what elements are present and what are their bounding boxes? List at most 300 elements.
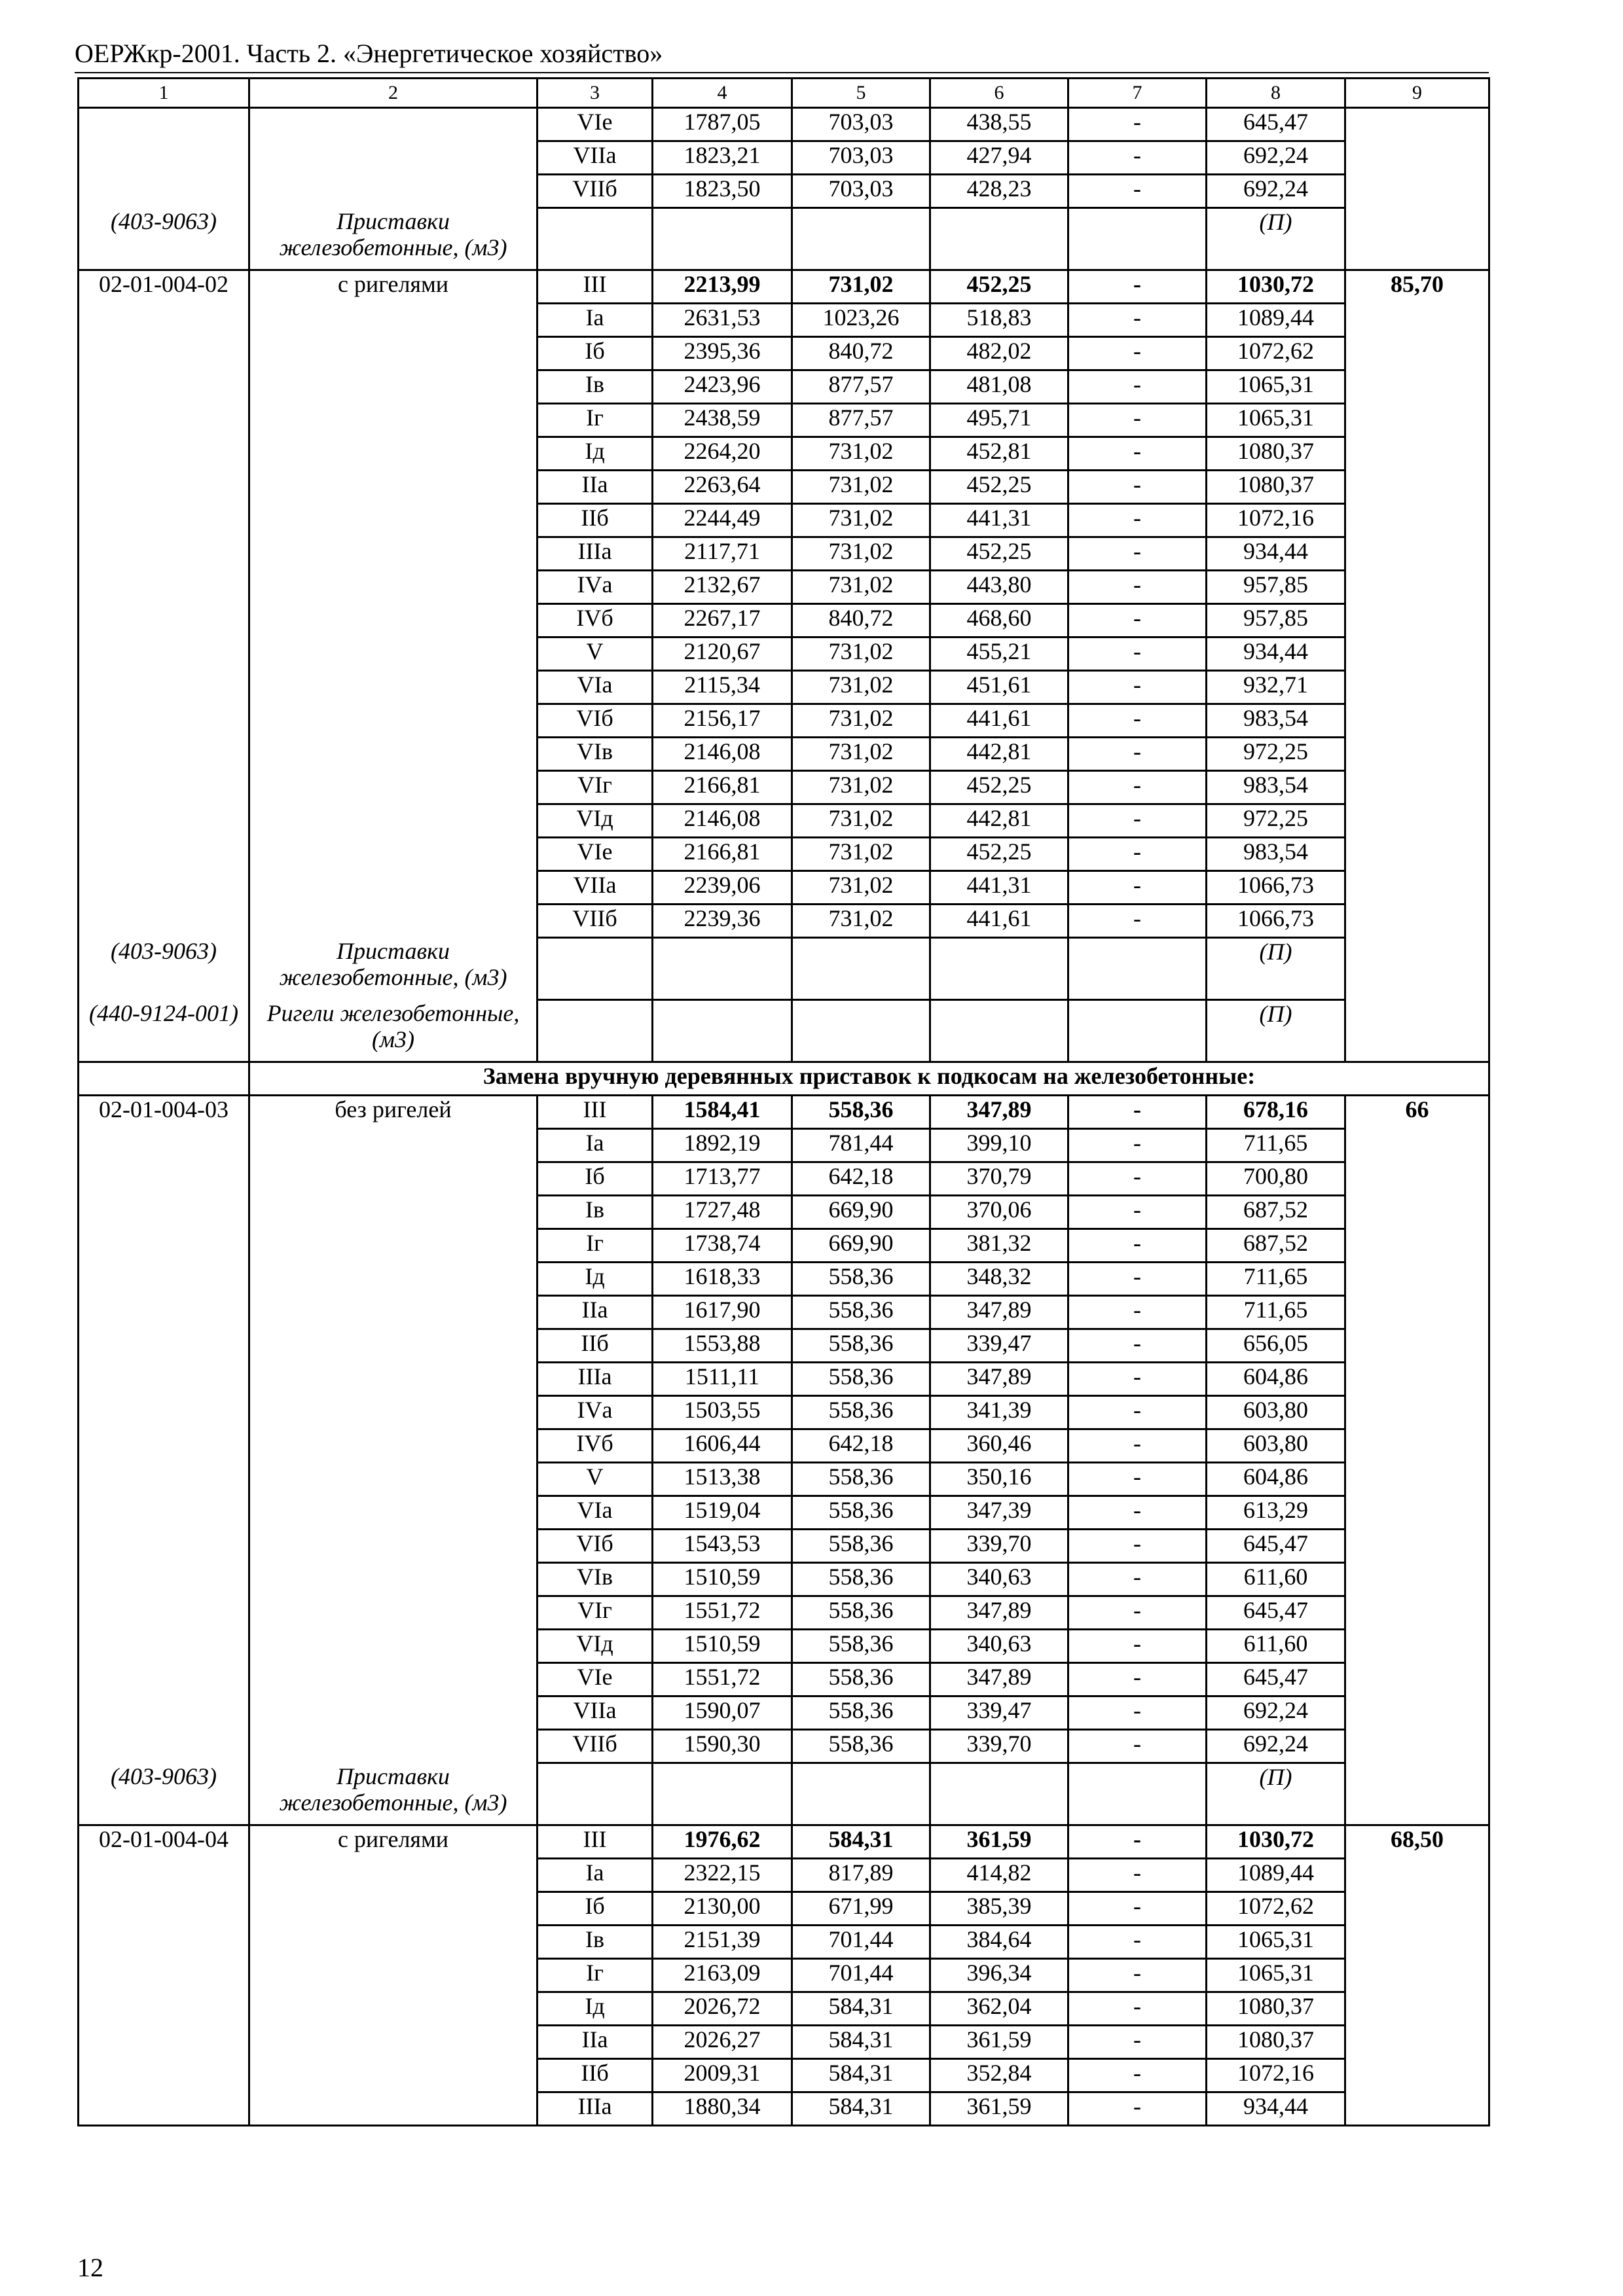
zone-cell: VIг	[538, 771, 653, 804]
total-cell	[1345, 1429, 1489, 1463]
value-6: 399,10	[930, 1129, 1068, 1162]
code-cell	[79, 671, 249, 704]
table-row	[79, 1263, 1489, 1296]
zone-cell: V	[538, 637, 653, 671]
note-row	[79, 208, 1489, 270]
value-6: 452,25	[930, 537, 1068, 571]
value-5: 558,36	[792, 1596, 930, 1630]
page-number: 12	[77, 2253, 103, 2282]
zone-cell: VIд	[538, 1630, 653, 1663]
note-empty-cell	[930, 208, 1068, 270]
total-cell	[1345, 905, 1489, 938]
description-cell	[249, 905, 538, 938]
zone-cell: IIа	[538, 471, 653, 504]
total-cell	[1345, 1992, 1489, 2026]
value-7: -	[1068, 1463, 1207, 1496]
value-6: 452,25	[930, 270, 1068, 304]
description-cell	[249, 1296, 538, 1329]
value-8: 711,65	[1207, 1263, 1345, 1296]
table-row	[79, 571, 1489, 604]
rates-table	[77, 77, 1490, 2126]
value-5: 731,02	[792, 704, 930, 738]
zone-cell: IVа	[538, 571, 653, 604]
value-7: -	[1068, 1096, 1207, 1129]
zone-cell: IIб	[538, 1329, 653, 1363]
code-cell	[79, 504, 249, 537]
table-row	[79, 2092, 1489, 2126]
value-8: 1080,37	[1207, 437, 1345, 471]
description-cell	[249, 1129, 538, 1162]
value-8: 692,24	[1207, 175, 1345, 208]
value-4: 1713,77	[653, 1162, 792, 1196]
value-7: -	[1068, 108, 1207, 141]
value-5: 669,90	[792, 1229, 930, 1263]
value-4: 1590,07	[653, 1696, 792, 1730]
column-header: 9	[1345, 79, 1489, 108]
value-8: 603,80	[1207, 1396, 1345, 1429]
value-5: 731,02	[792, 905, 930, 938]
table-row	[79, 1596, 1489, 1630]
code-cell	[79, 804, 249, 838]
total-cell	[1345, 704, 1489, 738]
code-cell	[79, 471, 249, 504]
code-cell	[79, 1463, 249, 1496]
table-row	[79, 437, 1489, 471]
code-cell	[79, 704, 249, 738]
value-5: 731,02	[792, 871, 930, 905]
value-8: 1065,31	[1207, 1926, 1345, 1959]
table-row	[79, 804, 1489, 838]
value-4: 1727,48	[653, 1196, 792, 1229]
value-5: 558,36	[792, 1463, 930, 1496]
value-7: -	[1068, 771, 1207, 804]
value-8: 711,65	[1207, 1129, 1345, 1162]
value-7: -	[1068, 1959, 1207, 1992]
table-row	[79, 1196, 1489, 1229]
value-5: 669,90	[792, 1196, 930, 1229]
value-5: 840,72	[792, 337, 930, 370]
value-4: 1787,05	[653, 108, 792, 141]
value-4: 1511,11	[653, 1363, 792, 1396]
table-row	[79, 504, 1489, 537]
value-6: 347,89	[930, 1096, 1068, 1129]
value-8: 1072,62	[1207, 1892, 1345, 1926]
value-5: 731,02	[792, 637, 930, 671]
table-row	[79, 637, 1489, 671]
value-6: 427,94	[930, 141, 1068, 175]
note-empty-cell	[930, 1000, 1068, 1062]
total-cell	[1345, 208, 1489, 270]
value-7: -	[1068, 804, 1207, 838]
value-4: 1617,90	[653, 1296, 792, 1329]
table-row	[79, 337, 1489, 370]
value-6: 348,32	[930, 1263, 1068, 1296]
total-cell	[1345, 637, 1489, 671]
value-5: 642,18	[792, 1162, 930, 1196]
code-cell	[79, 604, 249, 637]
description-cell	[249, 1696, 538, 1730]
total-cell	[1345, 1296, 1489, 1329]
table-row	[79, 108, 1489, 141]
value-6: 441,31	[930, 871, 1068, 905]
value-7: -	[1068, 337, 1207, 370]
total-cell	[1345, 2059, 1489, 2092]
value-7: -	[1068, 1730, 1207, 1763]
value-4: 2213,99	[653, 270, 792, 304]
value-8: 645,47	[1207, 108, 1345, 141]
note-mark: (П)	[1207, 1763, 1345, 1825]
value-7: -	[1068, 637, 1207, 671]
value-6: 441,61	[930, 704, 1068, 738]
zone-cell: IIб	[538, 504, 653, 537]
value-4: 1606,44	[653, 1429, 792, 1463]
value-5: 558,36	[792, 1363, 930, 1396]
code-cell: 02-01-004-02	[79, 270, 249, 304]
value-4: 2146,08	[653, 804, 792, 838]
note-code: (403-9063)	[79, 208, 249, 270]
value-4: 1553,88	[653, 1329, 792, 1363]
code-cell	[79, 1696, 249, 1730]
zone-cell: VIе	[538, 1663, 653, 1696]
value-7: -	[1068, 1992, 1207, 2026]
value-5: 584,31	[792, 2026, 930, 2059]
description-cell	[249, 1959, 538, 1992]
value-4: 2438,59	[653, 404, 792, 437]
table-row	[79, 704, 1489, 738]
description-cell	[249, 1892, 538, 1926]
value-5: 731,02	[792, 537, 930, 571]
total-cell	[1345, 1263, 1489, 1296]
value-8: 934,44	[1207, 537, 1345, 571]
value-4: 1618,33	[653, 1263, 792, 1296]
value-8: 1089,44	[1207, 304, 1345, 337]
value-6: 339,47	[930, 1696, 1068, 1730]
value-6: 442,81	[930, 738, 1068, 771]
description-cell	[249, 1263, 538, 1296]
total-cell	[1345, 1162, 1489, 1196]
value-5: 584,31	[792, 1825, 930, 1859]
code-cell	[79, 2092, 249, 2126]
code-cell	[79, 337, 249, 370]
note-empty-cell	[538, 1000, 653, 1062]
value-8: 1080,37	[1207, 2026, 1345, 2059]
code-cell	[79, 304, 249, 337]
description-cell	[249, 571, 538, 604]
zone-cell: IIIа	[538, 2092, 653, 2126]
note-empty-cell	[1068, 1000, 1207, 1062]
total-cell	[1345, 471, 1489, 504]
note-empty-cell	[653, 1763, 792, 1825]
value-7: -	[1068, 1263, 1207, 1296]
code-cell	[79, 905, 249, 938]
description-cell	[249, 2026, 538, 2059]
total-cell	[1345, 1763, 1489, 1825]
value-6: 396,34	[930, 1959, 1068, 1992]
note-empty-cell	[930, 938, 1068, 1000]
description-cell	[249, 671, 538, 704]
value-8: 611,60	[1207, 1630, 1345, 1663]
zone-cell: VIе	[538, 108, 653, 141]
total-cell	[1345, 504, 1489, 537]
value-6: 468,60	[930, 604, 1068, 637]
value-5: 558,36	[792, 1296, 930, 1329]
value-5: 731,02	[792, 838, 930, 871]
code-cell	[79, 1596, 249, 1630]
table-body	[79, 79, 1489, 2126]
value-6: 361,59	[930, 1825, 1068, 1859]
value-4: 2117,71	[653, 537, 792, 571]
value-8: 692,24	[1207, 1730, 1345, 1763]
code-cell	[79, 108, 249, 141]
value-4: 2130,00	[653, 1892, 792, 1926]
value-6: 428,23	[930, 175, 1068, 208]
section-row	[79, 1062, 1489, 1096]
value-5: 817,89	[792, 1859, 930, 1892]
value-5: 877,57	[792, 370, 930, 404]
description-cell	[249, 437, 538, 471]
value-5: 558,36	[792, 1096, 930, 1129]
table-row	[79, 905, 1489, 938]
total-cell	[1345, 404, 1489, 437]
value-8: 611,60	[1207, 1563, 1345, 1596]
column-header: 3	[538, 79, 653, 108]
column-header: 4	[653, 79, 792, 108]
value-4: 1976,62	[653, 1825, 792, 1859]
total-cell	[1345, 1892, 1489, 1926]
value-7: -	[1068, 905, 1207, 938]
table-row	[79, 1396, 1489, 1429]
value-4: 1880,34	[653, 2092, 792, 2126]
code-cell	[79, 1730, 249, 1763]
value-5: 731,02	[792, 771, 930, 804]
code-cell	[79, 1630, 249, 1663]
total-cell	[1345, 108, 1489, 141]
code-cell	[79, 637, 249, 671]
value-6: 339,70	[930, 1530, 1068, 1563]
value-7: -	[1068, 141, 1207, 175]
value-8: 1080,37	[1207, 1992, 1345, 2026]
value-6: 361,59	[930, 2026, 1068, 2059]
value-6: 360,46	[930, 1429, 1068, 1463]
table-row	[79, 1563, 1489, 1596]
description-cell	[249, 738, 538, 771]
note-empty-cell	[1068, 938, 1207, 1000]
value-4: 2151,39	[653, 1926, 792, 1959]
value-8: 604,86	[1207, 1463, 1345, 1496]
value-8: 934,44	[1207, 2092, 1345, 2126]
description-cell	[249, 838, 538, 871]
note-text: Приставки железобетонные, (м3)	[249, 1763, 538, 1825]
zone-cell: III	[538, 1825, 653, 1859]
total-cell	[1345, 304, 1489, 337]
zone-cell: Iв	[538, 1926, 653, 1959]
code-cell	[79, 1530, 249, 1563]
code-cell	[79, 1992, 249, 2026]
column-header: 5	[792, 79, 930, 108]
description-cell	[249, 771, 538, 804]
value-8: 1065,31	[1207, 370, 1345, 404]
code-cell	[79, 1859, 249, 1892]
zone-cell: Iг	[538, 404, 653, 437]
value-8: 1089,44	[1207, 1859, 1345, 1892]
value-6: 452,81	[930, 437, 1068, 471]
value-8: 1066,73	[1207, 871, 1345, 905]
value-7: -	[1068, 1162, 1207, 1196]
description-cell	[249, 370, 538, 404]
table-row	[79, 1696, 1489, 1730]
total-cell	[1345, 771, 1489, 804]
total-cell	[1345, 1630, 1489, 1663]
value-4: 2026,27	[653, 2026, 792, 2059]
total-cell	[1345, 1196, 1489, 1229]
total-cell: 66	[1345, 1096, 1489, 1129]
value-5: 558,36	[792, 1563, 930, 1596]
value-4: 2166,81	[653, 838, 792, 871]
value-6: 441,31	[930, 504, 1068, 537]
total-cell	[1345, 175, 1489, 208]
table-row	[79, 175, 1489, 208]
value-8: 957,85	[1207, 604, 1345, 637]
total-cell	[1345, 2092, 1489, 2126]
description-cell	[249, 1196, 538, 1229]
note-empty-cell	[538, 938, 653, 1000]
total-cell	[1345, 1730, 1489, 1763]
value-4: 2239,36	[653, 905, 792, 938]
note-text: Приставки железобетонные, (м3)	[249, 938, 538, 1000]
value-5: 584,31	[792, 1992, 930, 2026]
total-cell	[1345, 141, 1489, 175]
description-cell	[249, 1992, 538, 2026]
total-cell	[1345, 370, 1489, 404]
zone-cell: III	[538, 1096, 653, 1129]
code-cell	[79, 1663, 249, 1696]
value-8: 645,47	[1207, 1530, 1345, 1563]
code-cell	[79, 1563, 249, 1596]
description-cell	[249, 1859, 538, 1892]
value-5: 642,18	[792, 1429, 930, 1463]
value-4: 2156,17	[653, 704, 792, 738]
value-4: 1513,38	[653, 1463, 792, 1496]
zone-cell: VIв	[538, 1563, 653, 1596]
value-5: 731,02	[792, 738, 930, 771]
value-8: 645,47	[1207, 1663, 1345, 1696]
description-cell	[249, 304, 538, 337]
zone-cell: IIа	[538, 2026, 653, 2059]
column-header: 8	[1207, 79, 1345, 108]
value-8: 972,25	[1207, 738, 1345, 771]
value-7: -	[1068, 1926, 1207, 1959]
value-6: 481,08	[930, 370, 1068, 404]
table-row	[79, 1363, 1489, 1396]
total-cell	[1345, 1563, 1489, 1596]
total-cell	[1345, 437, 1489, 471]
value-4: 2263,64	[653, 471, 792, 504]
value-6: 452,25	[930, 838, 1068, 871]
description-cell	[249, 1926, 538, 1959]
description-cell	[249, 804, 538, 838]
code-cell	[79, 1296, 249, 1329]
value-8: 603,80	[1207, 1429, 1345, 1463]
value-4: 2423,96	[653, 370, 792, 404]
value-8: 957,85	[1207, 571, 1345, 604]
zone-cell: III	[538, 270, 653, 304]
value-4: 1543,53	[653, 1530, 792, 1563]
value-5: 558,36	[792, 1496, 930, 1530]
value-5: 703,03	[792, 175, 930, 208]
zone-cell: VIIб	[538, 1730, 653, 1763]
table-row	[79, 270, 1489, 304]
code-cell	[79, 838, 249, 871]
value-5: 731,02	[792, 804, 930, 838]
value-6: 361,59	[930, 2092, 1068, 2126]
value-6: 452,25	[930, 471, 1068, 504]
value-4: 2026,72	[653, 1992, 792, 2026]
value-8: 613,29	[1207, 1496, 1345, 1530]
value-7: -	[1068, 1296, 1207, 1329]
total-cell	[1345, 337, 1489, 370]
zone-cell: VIIб	[538, 905, 653, 938]
value-5: 558,36	[792, 1730, 930, 1763]
total-cell	[1345, 1000, 1489, 1062]
total-cell	[1345, 738, 1489, 771]
note-text: Ригели железобетонные, (м3)	[249, 1000, 538, 1062]
total-cell	[1345, 571, 1489, 604]
value-5: 558,36	[792, 1329, 930, 1363]
zone-cell: IIIа	[538, 537, 653, 571]
description-cell	[249, 1229, 538, 1263]
value-7: -	[1068, 2059, 1207, 2092]
value-7: -	[1068, 1892, 1207, 1926]
table-row	[79, 537, 1489, 571]
value-4: 2267,17	[653, 604, 792, 637]
description-cell	[249, 1730, 538, 1763]
note-mark: (П)	[1207, 208, 1345, 270]
table-row	[79, 1992, 1489, 2026]
zone-cell: Iд	[538, 1263, 653, 1296]
zone-cell: VIг	[538, 1596, 653, 1630]
code-cell	[79, 1926, 249, 1959]
total-cell	[1345, 1463, 1489, 1496]
code-cell	[79, 141, 249, 175]
value-7: -	[1068, 1396, 1207, 1429]
value-4: 1519,04	[653, 1496, 792, 1530]
total-cell	[1345, 1663, 1489, 1696]
description-cell	[249, 704, 538, 738]
value-4: 1892,19	[653, 1129, 792, 1162]
total-cell	[1345, 1859, 1489, 1892]
total-cell	[1345, 804, 1489, 838]
value-5: 558,36	[792, 1263, 930, 1296]
description-cell	[249, 1530, 538, 1563]
value-6: 442,81	[930, 804, 1068, 838]
table-row	[79, 1959, 1489, 1992]
value-8: 972,25	[1207, 804, 1345, 838]
zone-cell: Iб	[538, 1162, 653, 1196]
value-8: 1065,31	[1207, 404, 1345, 437]
value-4: 1584,41	[653, 1096, 792, 1129]
value-8: 983,54	[1207, 838, 1345, 871]
value-6: 414,82	[930, 1859, 1068, 1892]
note-mark: (П)	[1207, 938, 1345, 1000]
value-8: 1030,72	[1207, 270, 1345, 304]
value-8: 1072,16	[1207, 2059, 1345, 2092]
value-8: 692,24	[1207, 1696, 1345, 1730]
table-row	[79, 1162, 1489, 1196]
value-5: 558,36	[792, 1396, 930, 1429]
zone-cell: Iг	[538, 1229, 653, 1263]
table-row	[79, 1926, 1489, 1959]
zone-cell: VIIа	[538, 871, 653, 905]
